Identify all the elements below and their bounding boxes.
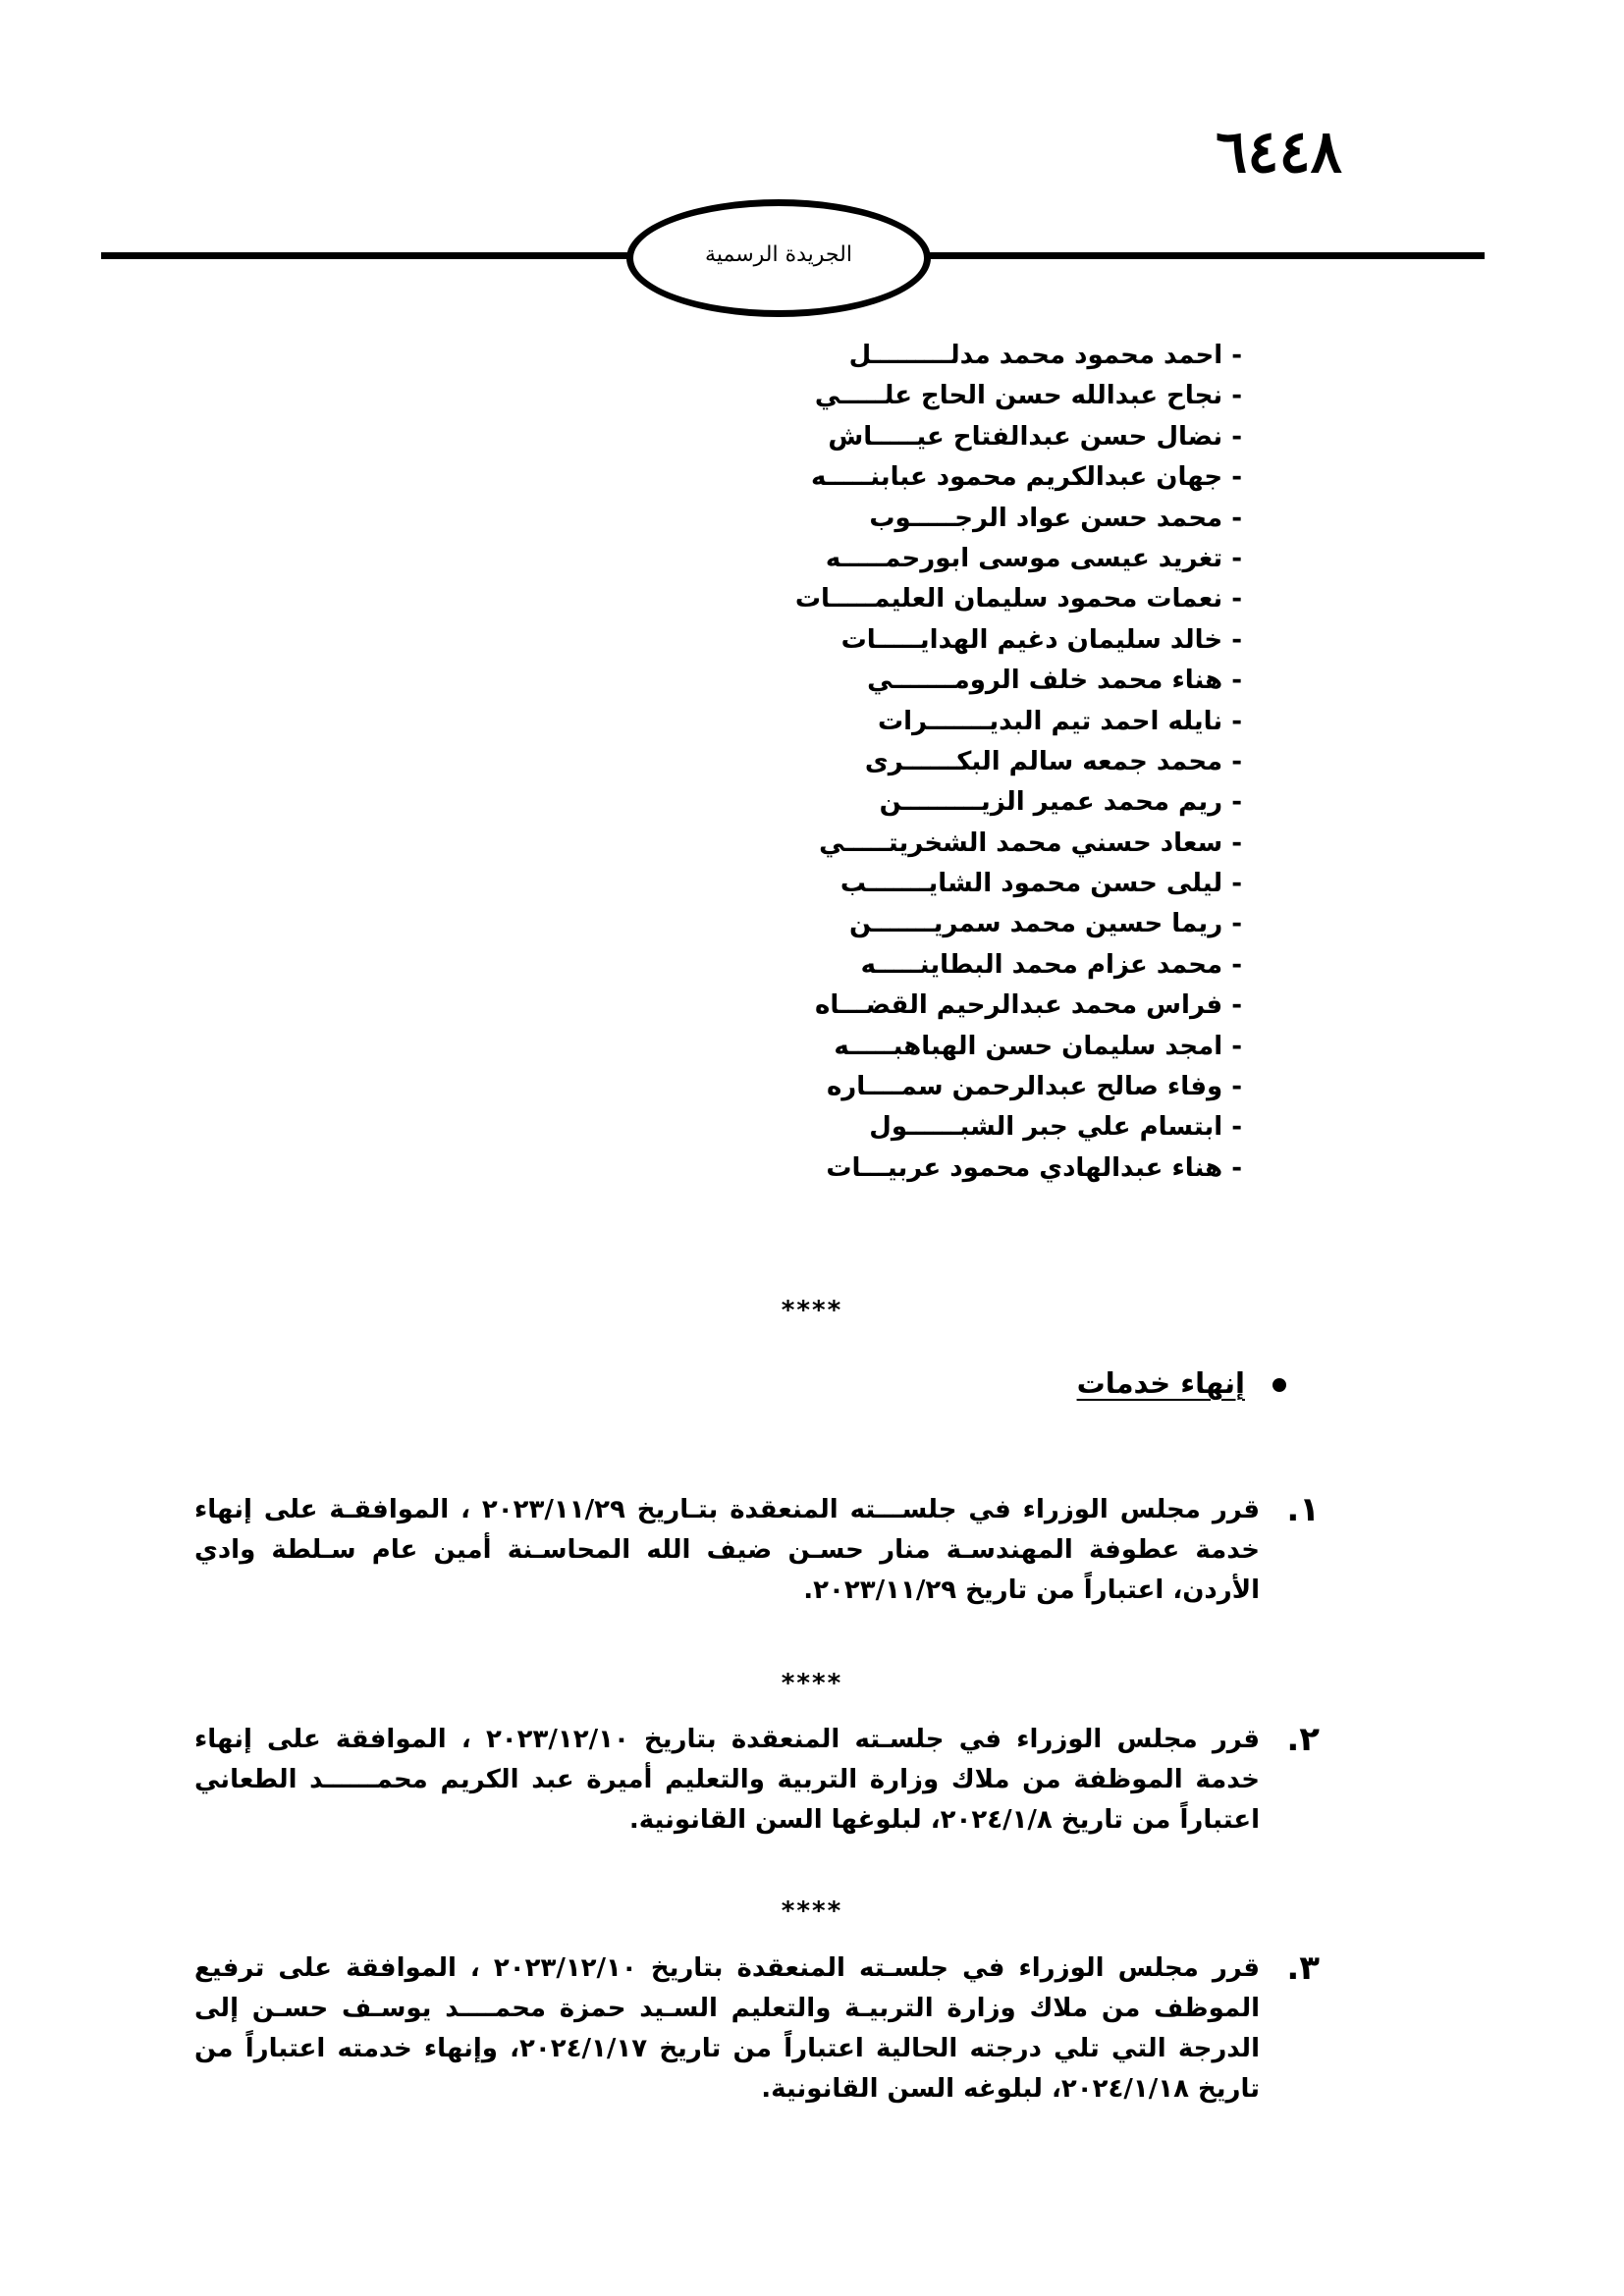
list-item: - جهان عبدالكريم محمود عبابنـــــه [811,462,1242,493]
gazette-title: الجريدة الرسمية [705,241,852,267]
page-number: ٦٤٤٨ [1216,118,1342,187]
list-item: - نايله احمد تيم البديـــــــرات [877,706,1242,736]
list-item: - تغريد عيسى موسى ابورحمـــــه [825,543,1242,573]
section-heading [1001,1366,1286,1400]
decision-number: ٢. [1286,1720,1320,1759]
list-item: - احمد محمود محمد مدلـــــــــل [848,341,1242,370]
decision-item [194,1720,1320,1841]
list-item: - هناء محمد خلف الرومـــــــي [867,666,1242,696]
list-item: - ريما حسين محمد سمريـــــــن [849,909,1242,939]
separator: **** [781,1669,843,1698]
list-item: - ليلى حسن محمود الشايـــــــب [839,869,1242,899]
list-item: - محمد جمعه سالم البكــــــرى [864,746,1242,776]
gazette-title-oval [626,199,931,317]
separator: **** [781,1896,843,1926]
decision-number: ٣. [1286,1949,1320,1988]
list-item: - ريم محمد عمير الزيـــــــــن [879,787,1242,818]
list-item: - ابتسام علي جبر الشبــــــول [869,1112,1242,1143]
list-item: - امجد سليمان حسن الهباهبـــــه [834,1031,1242,1061]
decision-item [194,1490,1320,1611]
list-item: - فراس محمد عبدالرحيم القضـــاه [814,990,1242,1021]
section-title: إنهاء خدمات [1076,1366,1245,1400]
list-item: - سعاد حسني محمد الشخريتـــــي [819,828,1242,858]
decision-text: قرر مجلس الوزراء في جلسـته المنعقدة بتاريخ ٢٠٢٣/١٢/١٠ ، الموافقة على إنهاء خدمة الموظفة من ملاك وزارة التربية والتعليم أميرة عبد الكريم محمــــــد الطعاني اعتباراً من تاريخ ٢٠٢٤/١/٨، لبلوغها السن القانونية. [194,1725,1260,1835]
list-item: - هناء عبدالهادي محمود عربيـــات [826,1152,1242,1183]
list-item: - نعمات محمود سليمان العليمـــــات [794,584,1242,614]
separator: **** [781,1296,843,1325]
list-item: - نضال حسن عبدالفتاح عيـــــاش [828,421,1242,452]
header-rule-left [101,252,628,259]
list-item: - محمد عزام محمد البطاينـــــه [860,949,1242,980]
header-rule-right [928,252,1485,259]
bullet-icon [1272,1378,1286,1392]
list-item: - خالد سليمان دغيم الهدايـــــات [840,624,1242,655]
list-item: - نجاح عبدالله حسن الحاج علـــــي [814,381,1242,411]
decision-item [194,1949,1320,2109]
decision-text: قرر مجلس الوزراء في جلسـته المنعقدة بتاريخ ٢٠٢٣/١٢/١٠ ، الموافقة على ترفيع الموظف من ملاك وزارة التربيـة والتعليم السـيد حمزة محمــــد يوسـف حسـن إلى الدرجة التي تلي درجته الحالية اعتباراً من تاريخ ٢٠٢٤/١/١٧، وإنهاء خدمته اعتباراً من تاريخ ٢٠٢٤/١/١٨، لبلوغه السن القانونية. [194,1953,1260,2104]
list-item: - وفاء صالح عبدالرحمن سمــــاره [826,1072,1242,1102]
list-item: - محمد حسن عواد الرجـــــوب [869,503,1242,533]
decision-number: ١. [1286,1490,1320,1529]
names-list [795,336,1242,1189]
decision-text: قرر مجلس الوزراء في جلســـته المنعقدة بتـاريخ ٢٠٢٣/١١/٢٩ ، الموافقـة على إنهاء خدمة عطوفة المهندسـة منار حسـن ضيف الله المحاسـنة أمين عام سـلطة وادي الأردن، اعتباراً من تاريخ ٢٠٢٣/١١/٢٩. [194,1495,1260,1605]
